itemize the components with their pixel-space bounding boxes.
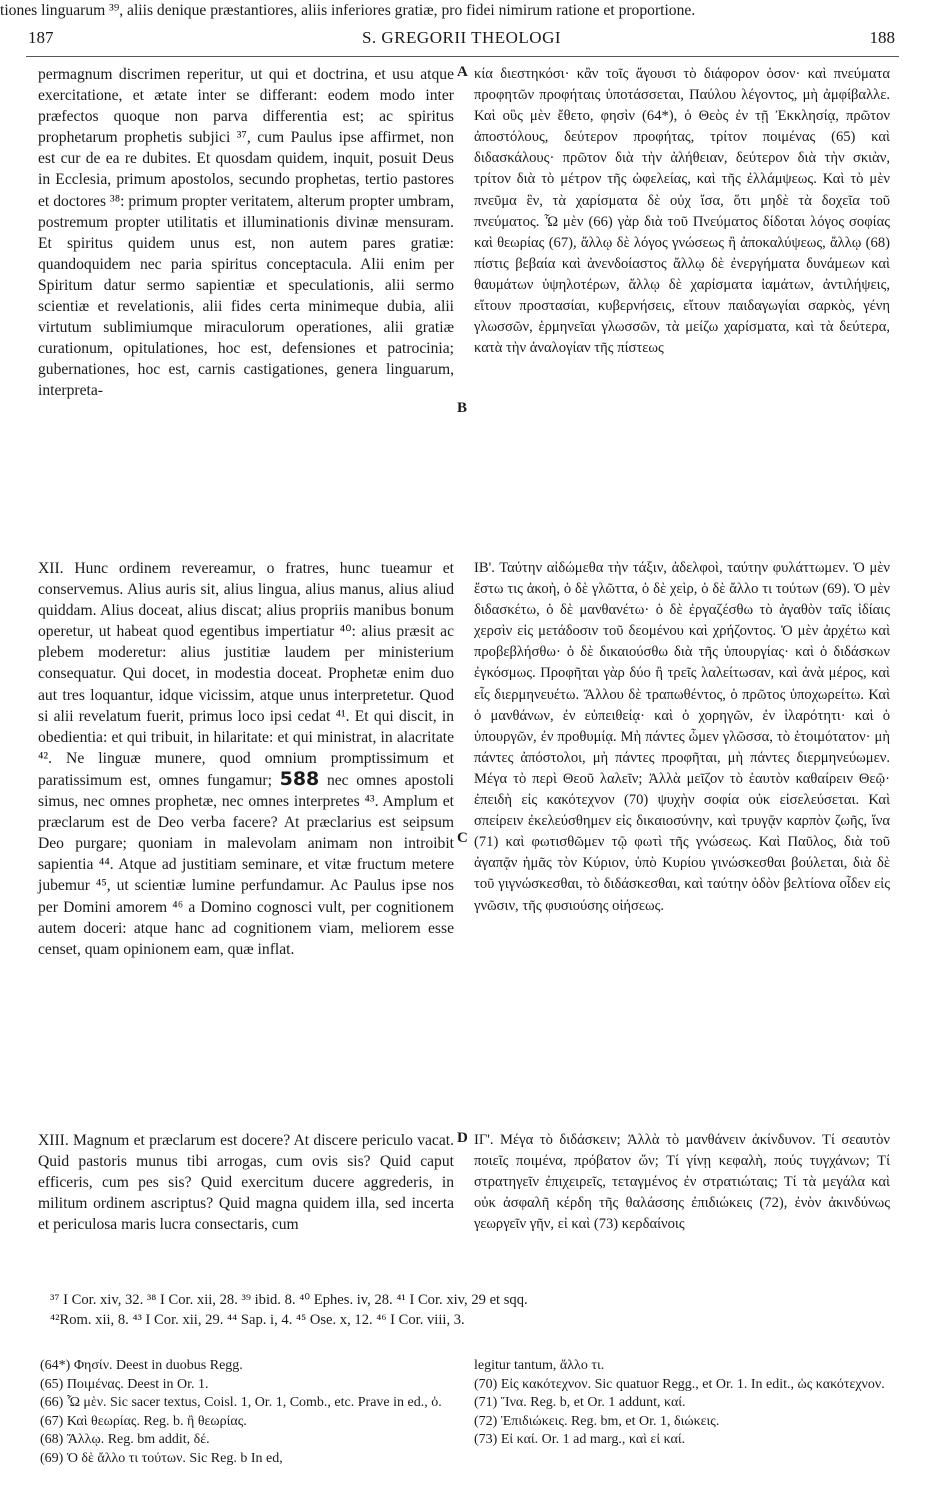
variant-notes-right — [474, 1357, 894, 1450]
greek-column-mid — [474, 558, 890, 917]
greek-paragraph-top: κία διεστηκόσι· κἂν τοῖς ἄγουσι τὸ διάφορον ὁσον· καὶ πνεύματα προφητῶν προφήταις ὑποτάσσεται, Παύλου λέγοντος, μὴ ἀμφίβαλλε. Καὶ οὓς μὲν ἔθετο, φησὶν (64*), ὁ Θεὸς ἐν τῇ Ἐκκλησίᾳ, πρῶτον ἀποστόλους, δεύτερον προφήτας, τρίτον ποιμένας (65) καὶ διδασκάλους· πρῶτον διὰ τὴν ἀλήθειαν, δεύτερον διὰ τὴν σκιὰν, τρίτον διὰ τὸ μέτρον τῆς ὠφελείας, καὶ τῆς ἐλλάμψεως. Καὶ τὸ μὲν πνεῦμα ἓν, τὰ χαρίσματα δὲ οὐχ ἴσα, ὅτι μηδὲ τὰ δοχεῖα τοῦ πνεύματος. Ὧ μὲν (66) γὰρ διὰ τοῦ Πνεύματος δίδοται λόγος σοφίας καὶ θεωρίας (67), ἄλλῳ δὲ λόγος γνώσεως ἢ ἀποκαλύψεως, ἄλλῳ (68) πίστις βεβαία καὶ ἀνενδοίαστος ἄλλῳ δὲ ἐνεργήματα δυνάμεων καὶ θαυμάτων ὑψηλοτέρων, ἄλλῳ δὲ χαρίσματα ἰαμάτων, ἀντιλήψεις, εἴτουν προστασίαι, κυβερνήσεις, εἴτουν παιδαγωγίαι σαρκὸς, γένη γλωσσῶν, ἑρμηνεῖαι γλωσσῶν, τὰ μείζω χαρίσματα, καὶ τὰ δεύτερα, κατὰ τὴν ἀναλογίαν τῆς πίστεως — [474, 66, 890, 357]
footnote-line: ³⁷ I Cor. xiv, 32. ³⁸ I Cor. xii, 28. ³⁹ ibid. 8. ⁴⁰ Ephes. iv, 28. ⁴¹ I Cor. xiv, 29 et sqq. — [50, 1292, 528, 1308]
note-item: (65) Ποιμένας. Deest in Or. 1. — [40, 1376, 209, 1392]
variant-notes-left — [40, 1357, 460, 1468]
greek-paragraph-xiii: ΙΓ'. Μέγα τὸ διδάσκειν; Ἀλλὰ τὸ μανθάνειν ἀκίνδυνον. Τί σεαυτὸν ποιεῖς ποιμένα, πρόβατον ὤν; Τί γίνῃ κεφαλὴ, πούς τυγχάνων; Τί στρατηγεῖν ἐπιχειρεῖς, τεταγμένος ἐν στρατιώταις; Τί τὰ μεγάλα καὶ οὐκ ἀσφαλῆ κέρδη τῆς θαλάσσης ἐπιδιώκεις (72), ἐνὸν ἀκινδύνως γεωργεῖν γῆν, εἰ καὶ (73) κερδαίνοις — [474, 1132, 890, 1233]
scripture-footnotes — [50, 1290, 890, 1330]
margin-letter-a: A — [457, 64, 468, 80]
note-item: (70) Εἰς κακότεχνον. Sic quatuor Regg., et Or. 1. In edit., ὡς κακότεχνον. — [474, 1376, 885, 1392]
latin-paragraph-xiii: XIII. Magnum et præclarum est docere? At discere periculo vacat. Quid pastoris munus tibi arrogas, cum ovis sis? Quid caput efficeris, cum pes sis? Quid exercitum ducere aggrederis, in militum ordinem ascriptus? Quid magna quidem illa, sed incerta et periculosa maris lucra consectaris, cum — [38, 1132, 454, 1234]
note-item: (71) Ἵνα. Reg. b, et Or. 1 addunt, καί. — [474, 1395, 686, 1410]
latin-paragraph-top: permagnum discrimen reperitur, ut qui et doctrina, et usu atque exercitatione, et ætate inter se differant: eodem modo inter præfectos quoque non parva differentia est; ac spiritus prophetarum prophetis subjici ³⁷, cum Paulus ipse affirmet, non est cur de ea re dubites. Et quosdam quidem, inquit, posuit Deus in Ecclesia, primum apostolos, secundo prophetas, tertio pastores et doctores ³⁸: primum propter veritatem, alterum propter umbram, postremum propter utilitatis et illuminationis divinæ mensuram. Et spiritus quidem unus est, non autem pares gratiæ: quandoquidem nec paria spiritus conceptacula. Alii enim per Spiritum datur sermo sapientiæ et speculationis, alii sermo scientiæ et revelationis, alii fides certa minimeque dubia, alii virtutum sublimiumque miraculorum operationes, alii gratiæ curationum, opitulationes, hoc est, defensiones et patrocinia; gubernationes, hoc est, carnis castigationes, genera linguarum, interpreta- — [38, 66, 454, 400]
greek-column-top — [474, 64, 890, 359]
latin-xii-text-cont: nec omnes apostoli simus, nec omnes prophetæ, nec omnes interpretes ⁴³. Amplum et præclarum est de Deo verba facere? At præclarius est seipsum Deo purgare; quoniam in malevolam animam non introibit sapientia ⁴⁴. Atque ad justitiam seminare, et vitæ fructum metere jubemur ⁴⁵, ut scientiæ lumine perfundamur. Ac Paulus ipse nos per Domini amorem ⁴⁶ a Domino cognosci vult, per cognitionem autem doceri: atque hanc ad cognitionem viam, meliorem esse censet, quam opinionem eam, quæ inflat. — [38, 771, 454, 958]
latin-xii-text: XII. Hunc ordinem revereamur, o fratres, hunc tueamur et conservemus. Alius auris sit, alius lingua, alius manus, alius aliud quiddam. Alius doceat, alius discat; alius propriis manibus bonum operetur, ut habeat quod egentibus impertiatur ⁴⁰: alius præsit ac plebem moderetur: alius justitiæ laudem per ministerium consequatur. Qui docet, in modestia doceat. Prophetæ enim duo aut tres loquantur, idque vicissim, atque unus interpretetur. Quod si alii revelatum fuerit, primus loco ipsi cedat ⁴¹. Et qui discit, in obedientia: et qui tribuit, in hilaritate: et qui ministrat, in alacritate ⁴². Ne linguæ munere, quod omnium promptissimum et paratissimum est, omnes fungamur; — [38, 560, 454, 789]
footnote-line: ⁴²Rom. xii, 8. ⁴³ I Cor. xii, 29. ⁴⁴ Sap. i, 4. ⁴⁵ Ose. x, 12. ⁴⁶ I Cor. viii, 3. — [50, 1312, 465, 1328]
full-width-line — [0, 0, 852, 21]
header-rule — [26, 56, 899, 57]
note-item: (69) Ὁ δὲ ἄλλο τι τούτων. Sic Reg. b In ed, — [40, 1450, 283, 1466]
note-item: (67) Καὶ θεωρίας. Reg. b. ἢ θεωρίας. — [40, 1413, 247, 1429]
note-item: (68) Ἄλλῳ. Reg. bm addit, δέ. — [40, 1432, 210, 1447]
margin-letter-d: D — [457, 1130, 468, 1146]
note-item: (73) Εἰ καί. Or. 1 ad marg., καὶ εἰ καί. — [474, 1432, 686, 1447]
note-item: (66) Ὧ μὲν. Sic sacer textus, Coisl. 1, Or. 1, Comb., etc. Prave in ed., ὁ. — [40, 1395, 442, 1410]
margin-letter-b: B — [457, 400, 468, 416]
margin-letter-c: C — [457, 830, 468, 846]
note-item: (64*) Φησίν. Deest in duobus Regg. — [40, 1358, 243, 1373]
page-number-right: 188 — [869, 28, 895, 47]
note-item: (72) Ἐπιδιώκεις. Reg. bm, et Or. 1, διώκεις. — [474, 1413, 720, 1429]
note-item: legitur tantum, ἄλλο τι. — [474, 1358, 605, 1373]
page-number-left: 187 — [28, 28, 54, 47]
latin-column-bottom — [38, 1130, 454, 1235]
full-width-text: tiones linguarum ³⁹, aliis denique præstantiores, aliis inferiores gratiæ, pro fidei nimirum ratione et proportione. — [0, 2, 696, 19]
greek-column-bottom — [474, 1130, 890, 1235]
latin-paragraph-xii — [38, 558, 454, 960]
latin-column-mid — [38, 558, 454, 960]
latin-column-top — [38, 64, 454, 402]
running-title: S. GREGORII THEOLOGI — [361, 28, 562, 47]
column-number: 588 — [279, 767, 320, 790]
page-header — [28, 28, 895, 54]
greek-paragraph-xii: ΙΒ'. Ταύτην αἰδώμεθα τὴν τάξιν, ἀδελφοὶ, ταύτην φυλάττωμεν. Ὁ μὲν ἔστω τις ἀκοὴ, ὁ δὲ γλῶττα, ὁ δὲ χεὶρ, ὁ δὲ ἄλλο τι τούτων (69). Ὁ μὲν διδασκέτω, ὁ δὲ μανθανέτω· ὁ δὲ ἐργαζέσθω τὸ ἀγαθὸν ταῖς ἰδίαις χερσὶν εἰς μετάδοσιν τοῦ δεομένου καὶ χρήζοντος. Ὁ μὲν ἀρχέτω καὶ προβεβλήσθω· ὁ δὲ δικαιούσθω διὰ τῆς ὑπουργίας· καὶ ὁ διδάσκων ἐγκόσμως. Προφῆται γὰρ δύο ἢ τρεῖς λαλείτωσαν, καὶ ἀνὰ μέρος, καὶ εἷς διερμηνευέτω. Ἄλλου δὲ τραπωθέντος, ὁ πρῶτος ὑποχωρείτω. Καὶ ὁ μανθάνων, ἐν εὐπειθείᾳ· καὶ ὁ χορηγῶν, ἐν ἱλαρότητι· καὶ ὁ ὑπουργῶν, ἐν προθυμίᾳ. Μὴ πάντες ὦμεν γλῶσσα, τὸ ἑτοιμότατον· μὴ πάντες ἀπόστολοι, μὴ πάντες προφῆται, μὴ πάντες διερμηνεύωμεν. Μέγα τὸ περὶ Θεοῦ λαλεῖν; Ἀλλὰ μεῖζον τὸ ἑαυτὸν καθαίρειν Θεῷ· ἐπειδὴ εἰς κακότεχνον (70) ψυχὴν σοφία οὐκ εἰσελεύσεται. Καὶ σπείρειν ἐκελεύσθημεν εἰς δικαιοσύνην, καὶ τρυγᾷν καρπὸν ζωῆς, ἵνα (71) καὶ φωτισθῶμεν τῷ φωτὶ τῆς γνώσεως. Καὶ Παῦλος, διὰ τοῦ ἀγαπᾷν ἡμᾶς τὸν Κύριον, ὑπὸ Κυρίου γινώσκεσθαι βούλεται, διὰ δὲ τοῦ γιγνώσκεσθαι, τὸ διδάσκεσθαι, καὶ ταύτην ὁδὸν βελτίονα οἶδεν εἰς γνῶσιν, τῆς φυσιούσης οἰήσεως. — [474, 560, 890, 914]
